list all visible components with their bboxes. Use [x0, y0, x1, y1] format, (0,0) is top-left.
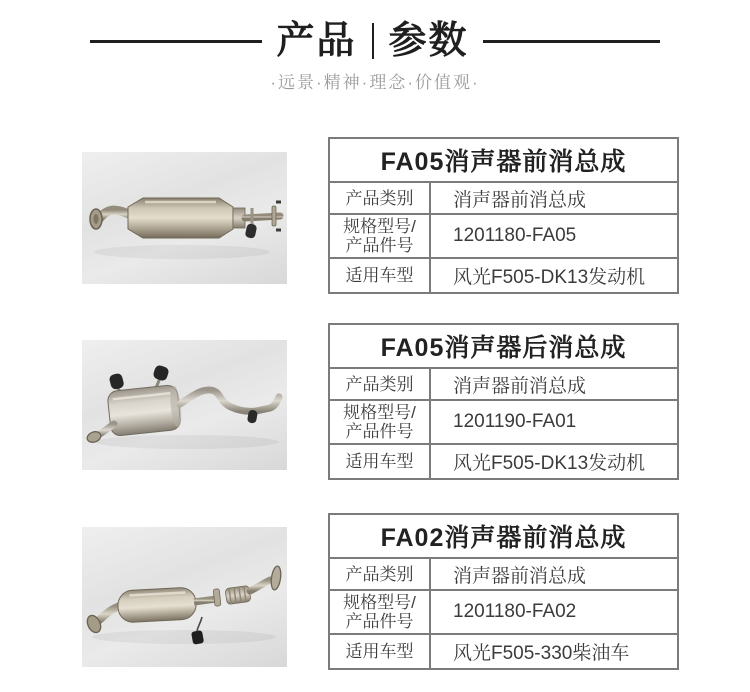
- row-label: 产品类别: [330, 183, 431, 213]
- row-label: 规格型号/ 产品件号: [330, 401, 431, 443]
- row-value: 消声器前消总成: [453, 565, 587, 587]
- title-right-text: 参数: [388, 20, 469, 62]
- spec-table-3-title: FA02消声器前消总成: [330, 515, 677, 559]
- spec-table-2-title: FA05消声器后消总成: [330, 325, 677, 369]
- row-value: 1201180-FA05: [453, 225, 577, 246]
- rear-muffler-illustration: [82, 340, 287, 470]
- front-muffler-pipe-illustration: [82, 527, 287, 667]
- table-row: [330, 259, 677, 292]
- row-value: 1201190-FA01: [453, 411, 577, 432]
- row-label: 规格型号/ 产品件号: [330, 215, 431, 257]
- table-row: [330, 369, 677, 401]
- header-left-line: [90, 40, 262, 43]
- row-value: 风光F505-330柴油车: [453, 643, 630, 664]
- row-label: 适用车型: [330, 259, 431, 292]
- table-row: [330, 445, 677, 478]
- spec-table-3: [328, 513, 679, 670]
- table-row: [330, 591, 677, 635]
- row-label: 适用车型: [330, 445, 431, 478]
- header-right-line: [483, 40, 660, 43]
- spec-table-1-title: FA05消声器前消总成: [330, 139, 677, 183]
- table-row: [330, 401, 677, 445]
- row-label: 规格型号/ 产品件号: [330, 591, 431, 633]
- product-photo-2: [82, 340, 287, 470]
- row-value: 消声器前消总成: [453, 189, 587, 211]
- product-photo-1: [82, 152, 287, 284]
- row-value: 风光F505-DK13发动机: [453, 453, 646, 474]
- table-row: [330, 215, 677, 259]
- header-subtitle: ·远景·精神·理念·价值观·: [270, 73, 480, 92]
- title-divider-line: [372, 23, 374, 59]
- row-label: 适用车型: [330, 635, 431, 668]
- spec-table-2: [328, 323, 679, 480]
- page-title: [276, 22, 468, 60]
- row-value: 风光F505-DK13发动机: [453, 267, 646, 288]
- spec-table-1: [328, 137, 679, 294]
- table-row: [330, 183, 677, 215]
- header-title-row: [0, 22, 750, 60]
- row-label: 产品类别: [330, 369, 431, 399]
- front-muffler-illustration: [82, 152, 287, 284]
- table-row: [330, 559, 677, 591]
- title-left-text: 产品: [276, 20, 357, 62]
- product-photo-3: [82, 527, 287, 667]
- table-row: [330, 635, 677, 668]
- row-value: 消声器前消总成: [453, 375, 587, 397]
- row-value: 1201180-FA02: [453, 601, 577, 622]
- row-label: 产品类别: [330, 559, 431, 589]
- page-header: [0, 22, 750, 93]
